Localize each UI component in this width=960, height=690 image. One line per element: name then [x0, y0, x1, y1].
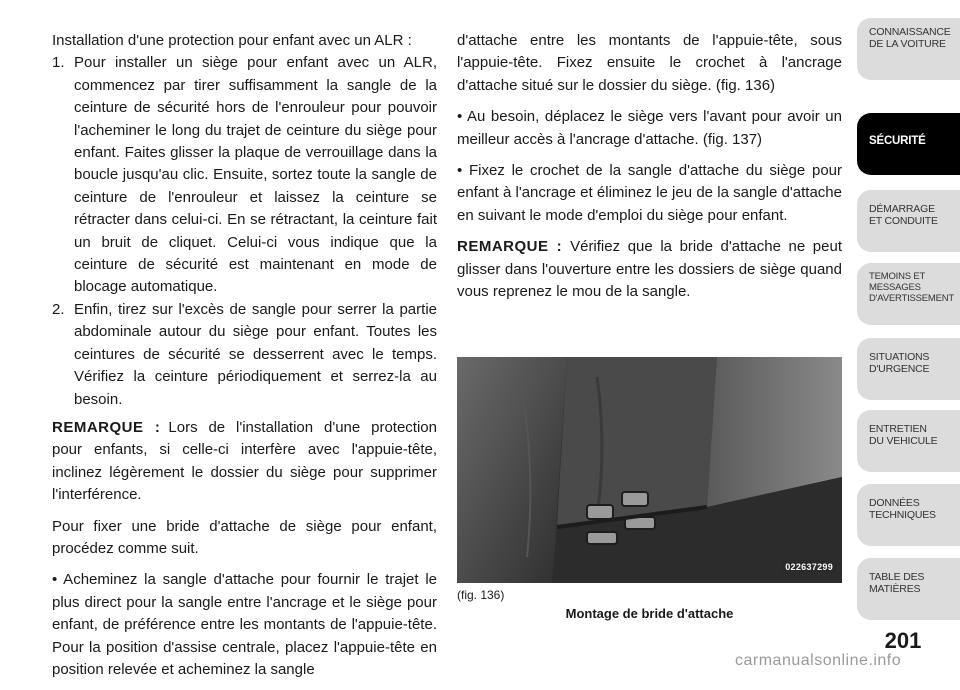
tab-label: DÉMARRAGE — [869, 203, 935, 215]
tab-label: TEMOINS ET — [869, 271, 926, 282]
bullet-paragraph: • Au besoin, déplacez le siège vers l'avant pour avoir un meilleur accès à l'ancrage d'attache. (fig. 137) — [457, 108, 842, 148]
remark-label: REMARQUE : — [52, 418, 161, 436]
tab-label: ET CONDUITE — [869, 215, 938, 227]
remark-text: Lors de l'installation d'une protection pour enfants, si celle-ci interfère avec l'appuie-tête, inclinez légèrement le dossier du siège pour supprimer l'interférence. — [52, 418, 437, 504]
step-item — [52, 52, 437, 298]
tab-securite[interactable] — [857, 113, 960, 175]
step-text: Enfin, tirez sur l'excès de sangle pour serrer la partie abdominale autour du siège pour enfant. Toutes les ceintures de sécurité se desserrent avec le temps. Vérifiez la ceinture périodiquement et serrez-la au besoin. — [74, 300, 437, 408]
tab-label: DU VEHICULE — [869, 435, 938, 447]
step-number: 2. — [52, 300, 65, 318]
step-number: 1. — [52, 54, 65, 72]
tab-entretien-vehicule[interactable] — [857, 410, 960, 472]
body-paragraph: d'attache entre les montants de l'appuie-tête, sous l'appuie-tête. Fixez ensuite le crochet à l'ancrage d'attache situé sur le dossier du siège. (fig. 136) — [457, 32, 842, 94]
remark-paragraph — [52, 417, 437, 507]
tab-label: ENTRETIEN — [869, 423, 927, 435]
step-text: Pour installer un siège pour enfant avec un ALR, commencez par tirer suffisamment la sangle de la ceinture de sécurité hors de l'enrouleur pour pouvoir l'acheminer le long du trajet de ceinture du siège pour enfant. Faites glisser la plaque de verrouillage dans la boucle jusqu'au clic. Ensuite, sortez toute la sangle de ceinture de l'enrouleur et laissez la ceinture se rétracter dans celui-ci. En se rétractant, la ceinture fait un bruit de cliquet. Celui-ci vous indique que la ceinture de sécurité est maintenant en mode de blocage automatique. — [74, 54, 437, 296]
intro-text: Installation d'une protection pour enfant avec un ALR : — [52, 32, 412, 49]
tab-label: TECHNIQUES — [869, 509, 936, 521]
tab-label: TABLE DES — [869, 571, 925, 583]
bullet-paragraph: • Acheminez la sangle d'attache pour fournir le trajet le plus direct pour la sangle entre l'ancrage et le siège pour enfant, de préférence entre les montants de l'appuie-tête. Pour la position d'assise centrale, placez l'appuie-tête en position relevée et acheminez la sangle — [52, 571, 437, 678]
right-column — [457, 30, 842, 312]
tab-label: MATIÈRES — [869, 583, 921, 595]
figure-code: 022637299 — [782, 561, 836, 573]
tab-donnees-techniques[interactable] — [857, 484, 960, 546]
page-number: 201 — [884, 628, 922, 653]
tab-label: SITUATIONS — [869, 351, 930, 363]
tab-temoins-messages[interactable] — [857, 263, 960, 325]
tab-table-matieres[interactable] — [857, 558, 960, 620]
tab-label: DE LA VOITURE — [869, 38, 946, 50]
tab-connaissance-voiture[interactable] — [857, 18, 960, 80]
tab-label: DONNÉES — [869, 497, 920, 509]
tab-label: D'AVERTISSEMENT — [869, 293, 955, 304]
step-item — [52, 299, 437, 411]
chapter-tabs — [857, 18, 960, 630]
tab-label: SÉCURITÉ — [869, 135, 926, 147]
figure-caption: Montage de bride d'attache — [565, 606, 734, 621]
bullet-paragraph: • Fixez le crochet de la sangle d'attache du siège pour enfant à l'ancrage et éliminez le jeu de la sangle d'attache en suivant le mode d'emploi du siège pour enfant. — [457, 162, 842, 224]
figure-photo — [457, 357, 842, 583]
tab-label: MESSAGES — [869, 282, 921, 293]
remark-label: REMARQUE : — [457, 238, 563, 256]
left-column — [52, 30, 437, 690]
tab-label: CONNAISSANCE — [869, 26, 951, 38]
watermark: carmanualsonline.info — [735, 652, 902, 669]
seat-tether-illustration — [457, 357, 842, 583]
steps-list — [52, 52, 437, 411]
tab-label: D'URGENCE — [869, 363, 930, 375]
remark-text: Vérifiez que la bride d'attache ne peut glisser dans l'ouverture entre les dossiers de siège quand vous reprenez le mou de la sangle. — [457, 238, 842, 301]
remark-paragraph — [457, 236, 842, 303]
figure-reference: (fig. 136) — [457, 588, 505, 602]
tab-situations-urgence[interactable] — [857, 338, 960, 400]
tab-demarrage-conduite[interactable] — [857, 190, 960, 252]
body-paragraph: Pour fixer une bride d'attache de siège pour enfant, procédez comme suit. — [52, 517, 437, 557]
